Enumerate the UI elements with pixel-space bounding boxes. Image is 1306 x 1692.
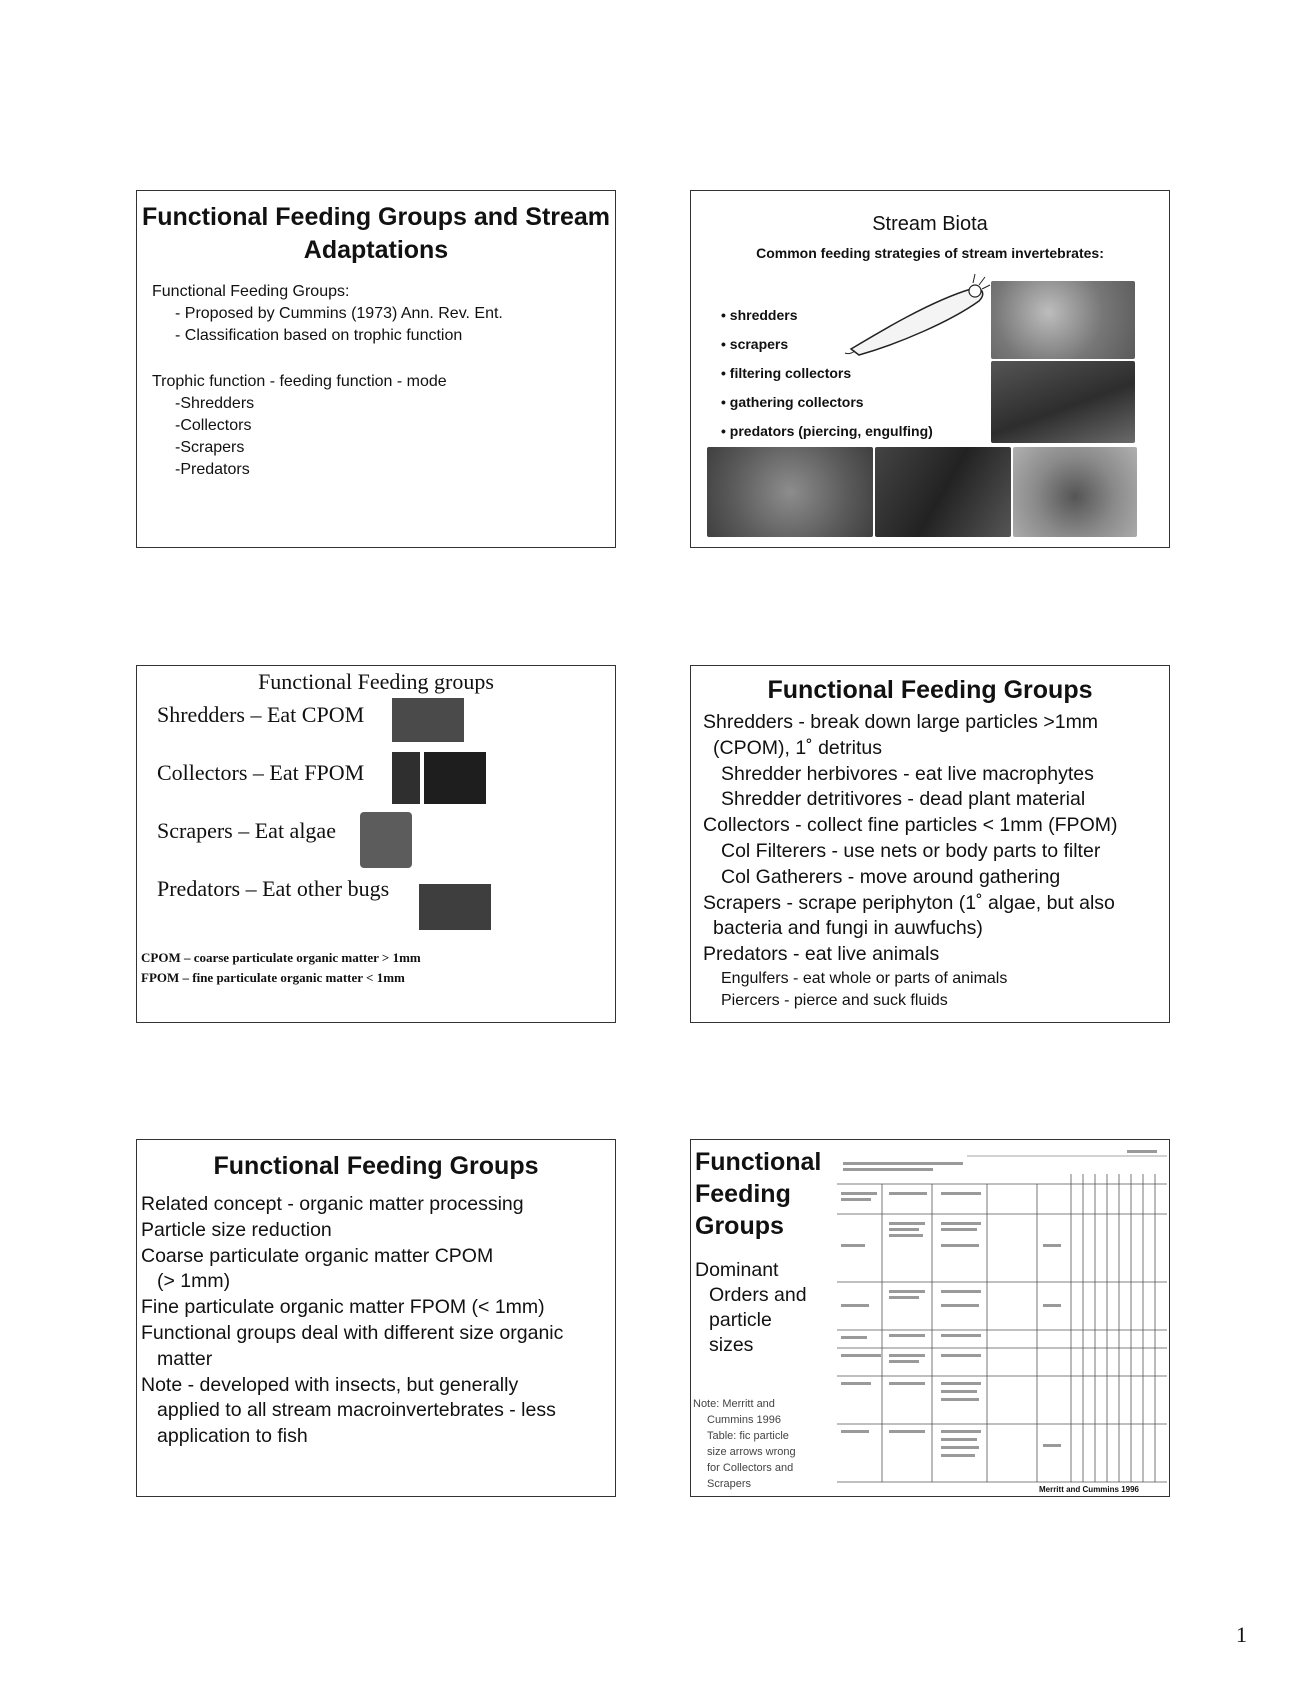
stream-photo <box>707 447 873 537</box>
collector-photo <box>424 752 486 804</box>
text-line: Shredders - break down large particles >1mm <box>703 711 1099 733</box>
text-line: Predators - eat live animals <box>703 943 940 966</box>
text-line: -Scrapers <box>175 439 245 456</box>
slide-title: Functional Feeding groups <box>258 669 494 694</box>
text-line: Col Filterers - use nets or body parts to filter <box>721 839 1101 862</box>
text-line: Coarse particulate organic matter CPOM <box>141 1244 494 1267</box>
text-line: Col Gatherers - move around gathering <box>721 865 1061 888</box>
list-item: • filtering collectors <box>721 365 852 381</box>
text-line: Note: Merritt and <box>693 1398 775 1410</box>
text-line: (CPOM), 1˚ detritus <box>713 736 883 759</box>
slide-title: Functional Feeding Groups and Stream Adaptations <box>141 203 611 264</box>
text-line: -Shredders <box>175 395 255 412</box>
slide-5 <box>136 1139 616 1497</box>
text-line: Cummins 1996 <box>707 1414 781 1426</box>
list-item: • scrapers <box>721 336 789 352</box>
text-line: Orders and <box>709 1284 807 1306</box>
text-line: Shredder detritivores - dead plant material <box>721 788 1086 811</box>
slide-4 <box>690 665 1170 1023</box>
slide-body <box>703 710 1117 1012</box>
slide-title: Stream Biota <box>872 213 988 235</box>
text-line: Trophic function - feeding function - mode <box>152 373 447 390</box>
text-line: Scrapers <box>707 1478 752 1490</box>
text-line: Scrapers - scrape periphyton (1˚ algae, but also <box>703 891 1115 914</box>
text-line: - Proposed by Cummins (1973) Ann. Rev. Ent. <box>175 305 503 322</box>
group-row: Scrapers – Eat algae <box>157 818 336 843</box>
text-line: Functional Feeding Groups: <box>152 283 350 300</box>
collector-photo <box>392 752 420 804</box>
text-line: bacteria and fungi in auwfuchs) <box>713 917 983 940</box>
group-row: Predators – Eat other bugs <box>157 876 390 901</box>
text-line: Functional groups deal with different size organic <box>141 1321 564 1344</box>
table-credit: Merritt and Cummins 1996 <box>1038 1485 1139 1494</box>
group-row: Collectors – Eat FPOM <box>157 760 365 785</box>
text-line: (> 1mm) <box>157 1270 231 1293</box>
list-item: • predators (piercing, engulfing) <box>721 423 933 439</box>
text-line: matter <box>157 1347 213 1370</box>
text-line: Piercers - pierce and suck fluids <box>721 991 948 1009</box>
slide-6 <box>690 1139 1170 1497</box>
slide-body <box>141 1192 563 1450</box>
stream-photo <box>991 281 1135 359</box>
title-line: Functional <box>695 1148 822 1176</box>
group-row: Shredders – Eat CPOM <box>157 702 365 727</box>
text-line: -Collectors <box>175 417 252 434</box>
footnote: CPOM – coarse particulate organic matter > 1mm <box>141 950 421 965</box>
scraper-photo <box>360 812 412 868</box>
title-line: Feeding <box>695 1180 791 1208</box>
footnote: FPOM – fine particulate organic matter < 1mm <box>141 970 405 985</box>
text-line: Related concept - organic matter processing <box>141 1193 524 1215</box>
slide-title <box>695 1146 821 1242</box>
text-line: Engulfers - eat whole or parts of animals <box>721 969 1008 987</box>
slide-1 <box>136 190 616 548</box>
text-line: Particle size reduction <box>141 1218 332 1241</box>
shredder-photo <box>392 698 464 742</box>
text-line: Collectors - collect fine particles < 1mm (FPOM) <box>703 814 1118 837</box>
text-line: Table: fic particle <box>707 1430 789 1442</box>
text-line: for Collectors and <box>707 1462 794 1474</box>
slide-title: Functional Feeding Groups <box>767 676 1093 704</box>
spacer <box>152 347 503 371</box>
page-number: 1 <box>1236 1622 1247 1647</box>
title-line: Groups <box>695 1212 784 1240</box>
slide-title: Functional Feeding Groups <box>213 1152 539 1180</box>
text-line: sizes <box>709 1334 754 1356</box>
text-line: Shredder herbivores - eat live macrophytes <box>721 762 1094 785</box>
text-line: size arrows wrong <box>707 1446 796 1458</box>
text-line: - Classification based on trophic function <box>175 327 463 344</box>
text-line: application to fish <box>157 1425 308 1448</box>
slide-body <box>152 281 503 481</box>
text-line: Fine particulate organic matter FPOM (< 1mm) <box>141 1296 545 1319</box>
stream-photo <box>875 447 1011 537</box>
stream-photo <box>1013 447 1137 537</box>
slide-2 <box>690 190 1170 548</box>
text-line: -Predators <box>175 461 250 478</box>
predator-photo <box>419 884 491 930</box>
slide-3 <box>136 665 616 1023</box>
text-line: applied to all stream macroinvertebrates - less <box>157 1399 556 1422</box>
stream-photo <box>991 361 1135 443</box>
text-line: Note - developed with insects, but generally <box>141 1373 519 1396</box>
scanned-table-image <box>837 1144 1167 1489</box>
text-line: particle <box>709 1309 772 1331</box>
note-text <box>693 1396 796 1492</box>
dominant-text <box>695 1258 807 1358</box>
list-item: • shredders <box>721 307 798 323</box>
list-item: • gathering collectors <box>721 394 864 410</box>
larva-drawing-icon <box>841 271 991 361</box>
slide-subtitle: Common feeding strategies of stream invertebrates: <box>756 245 1104 261</box>
text-line: Dominant <box>695 1259 779 1281</box>
